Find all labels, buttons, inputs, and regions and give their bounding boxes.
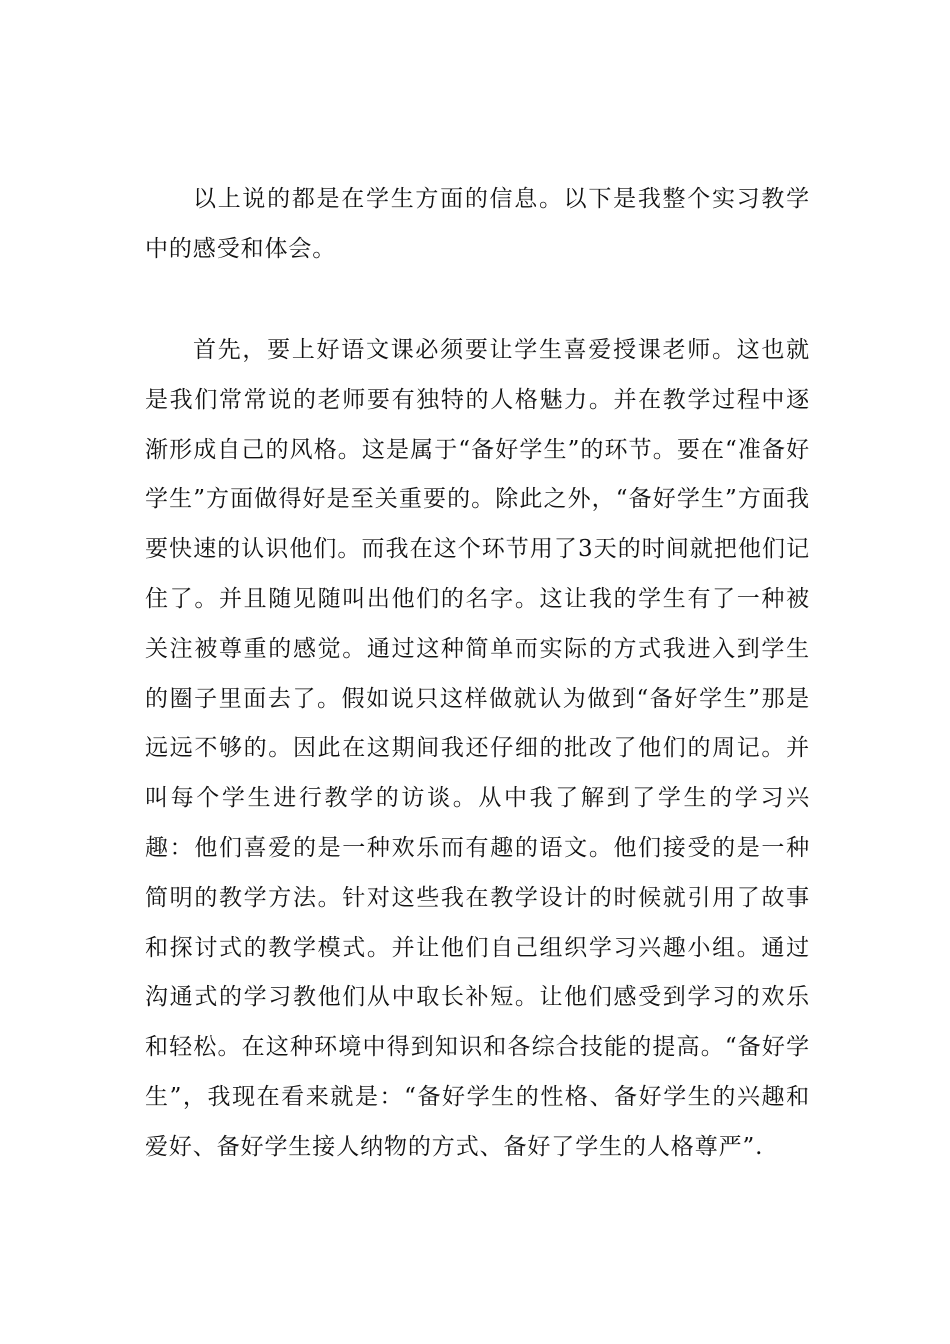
paragraph-body: 首先，要上好语文课必须要让学生喜爱授课老师。这也就是我们常常说的老师要有独特的人格魅力。并在教学过程中逐渐形成自己的风格。这是属于“备好学生”的环节。要在“准备好学生”方面做得好是至关重要的。除此之外，“备好学生”方面我要快速的认识他们。而我在这个环节用了3天的时间就把他们记住了。并且随见随叫出他们的名字。这让我的学生有了一种被关注被尊重的感觉。通过这种简单而实际的方式我进入到学生的圈子里面去了。假如说只这样做就认为做到“备好学生”那是远远不够的。因此在这期间我还仔细的批改了他们的周记。并叫每个学生进行教学的访谈。从中我了解到了学生的学习兴趣：他们喜爱的是一种欢乐而有趣的语文。他们接受的是一种简明的教学方法。针对这些我在教学设计的时候就引用了故事和探讨式的教学模式。并让他们自己组织学习兴趣小组。通过沟通式的学习教他们从中取长补短。让他们感受到学习的欢乐和轻松。在这种环境中得到知识和各综合技能的提高。“备好学生”，我现在看来就是：“备好学生的性格、备好学生的兴趣和爱好、备好学生接人纳物的方式、备好了学生的人格尊严”. <box>145 337 810 1160</box>
paragraph-intro: 以上说的都是在学生方面的信息。以下是我整个实习教学中的感受和体会。 <box>145 186 810 262</box>
